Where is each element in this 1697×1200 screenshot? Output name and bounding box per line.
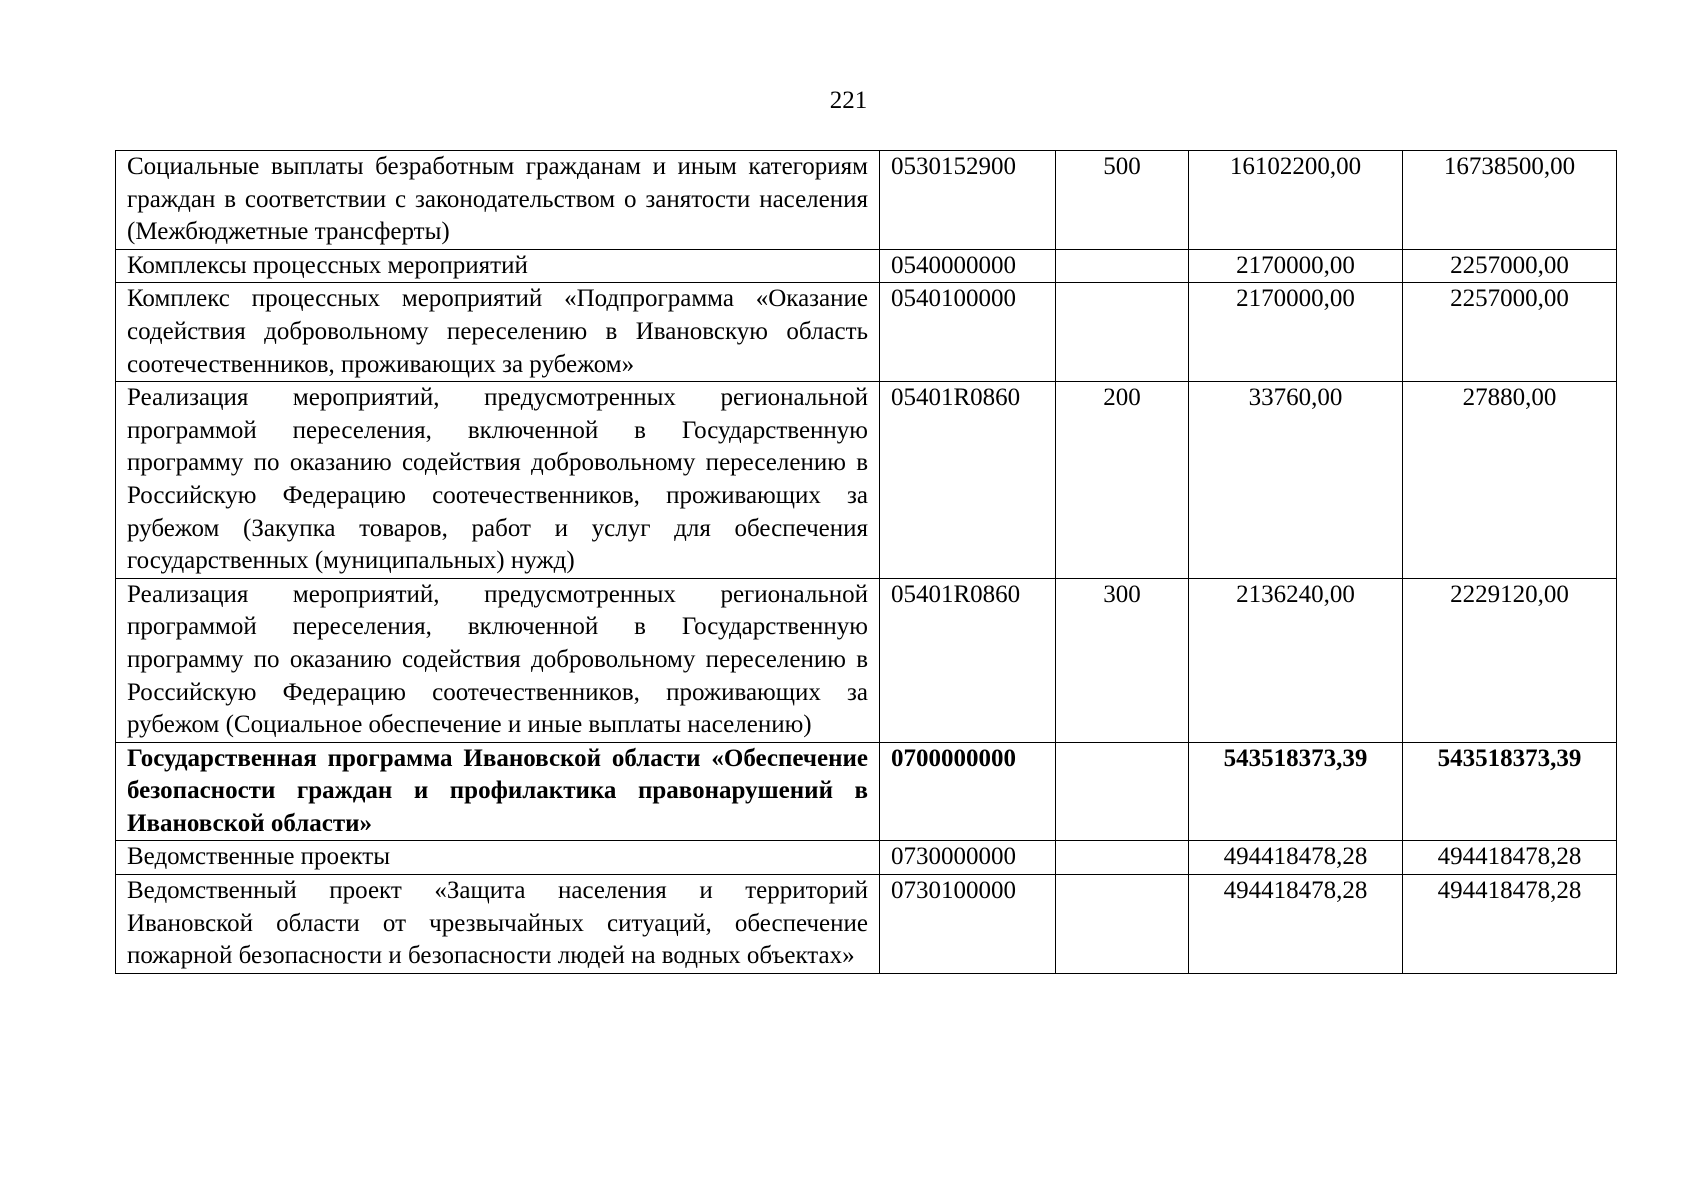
row-target-code: 05401R0860 [880, 578, 1056, 742]
table-row [116, 578, 1617, 742]
row-expense-type: 200 [1056, 382, 1189, 579]
table-row [116, 283, 1617, 382]
page-number: 221 [829, 87, 868, 114]
row-sum-first-year: 494418478,28 [1189, 875, 1403, 974]
row-expense-type [1056, 875, 1189, 974]
row-name: Ведомственный проект «Защита населения и территорий Ивановской области от чрезвычайных ситуаций, обеспечение пожарной безопасности и безопасности людей на водных объектах» [116, 875, 880, 974]
row-expense-type [1056, 249, 1189, 283]
table-row [116, 841, 1617, 875]
row-sum-second-year: 16738500,00 [1403, 151, 1617, 250]
row-sum-second-year: 494418478,28 [1403, 875, 1617, 974]
table-row-program [116, 742, 1617, 841]
row-sum-second-year: 2257000,00 [1403, 249, 1617, 283]
row-sum-second-year: 494418478,28 [1403, 841, 1617, 875]
row-name: Реализация мероприятий, предусмотренных региональной программой переселения, включенной в Государственную программу по оказанию содействия добровольному переселению в Российскую Федерацию соотечественников, проживающих за рубежом (Закупка товаров, работ и услуг для обеспечения государственных (муниципальных) нужд) [116, 382, 880, 579]
table-row [116, 249, 1617, 283]
row-target-code: 0700000000 [880, 742, 1056, 841]
row-target-code: 0530152900 [880, 151, 1056, 250]
row-sum-first-year: 2170000,00 [1189, 249, 1403, 283]
row-name: Государственная программа Ивановской области «Обеспечение безопасности граждан и профилактика правонарушений в Ивановской области» [116, 742, 880, 841]
row-sum-first-year: 543518373,39 [1189, 742, 1403, 841]
row-expense-type: 500 [1056, 151, 1189, 250]
table-row [116, 382, 1617, 579]
row-expense-type: 300 [1056, 578, 1189, 742]
row-name: Социальные выплаты безработным гражданам и иным категориям граждан в соответствии с законодательством о занятости населения (Межбюджетные трансферты) [116, 151, 880, 250]
row-target-code: 0730000000 [880, 841, 1056, 875]
row-sum-first-year: 33760,00 [1189, 382, 1403, 579]
row-target-code: 0540000000 [880, 249, 1056, 283]
row-sum-second-year: 2257000,00 [1403, 283, 1617, 382]
row-sum-first-year: 2170000,00 [1189, 283, 1403, 382]
row-target-code: 05401R0860 [880, 382, 1056, 579]
row-sum-first-year: 2136240,00 [1189, 578, 1403, 742]
table-row [116, 875, 1617, 974]
row-sum-second-year: 2229120,00 [1403, 578, 1617, 742]
row-expense-type [1056, 742, 1189, 841]
row-sum-first-year: 16102200,00 [1189, 151, 1403, 250]
row-sum-second-year: 27880,00 [1403, 382, 1617, 579]
row-name: Комплекс процессных мероприятий «Подпрограмма «Оказание содействия добровольному переселению в Ивановскую область соотечественников, проживающих за рубежом» [116, 283, 880, 382]
row-name: Комплексы процессных мероприятий [116, 249, 880, 283]
row-target-code: 0540100000 [880, 283, 1056, 382]
table-row [116, 151, 1617, 250]
row-sum-first-year: 494418478,28 [1189, 841, 1403, 875]
row-name: Ведомственные проекты [116, 841, 880, 875]
row-name: Реализация мероприятий, предусмотренных региональной программой переселения, включенной в Государственную программу по оказанию содействия добровольному переселению в Российскую Федерацию соотечественников, проживающих за рубежом (Социальное обеспечение и иные выплаты населению) [116, 578, 880, 742]
row-expense-type [1056, 841, 1189, 875]
row-target-code: 0730100000 [880, 875, 1056, 974]
row-sum-second-year: 543518373,39 [1403, 742, 1617, 841]
row-expense-type [1056, 283, 1189, 382]
budget-table [115, 150, 1617, 974]
